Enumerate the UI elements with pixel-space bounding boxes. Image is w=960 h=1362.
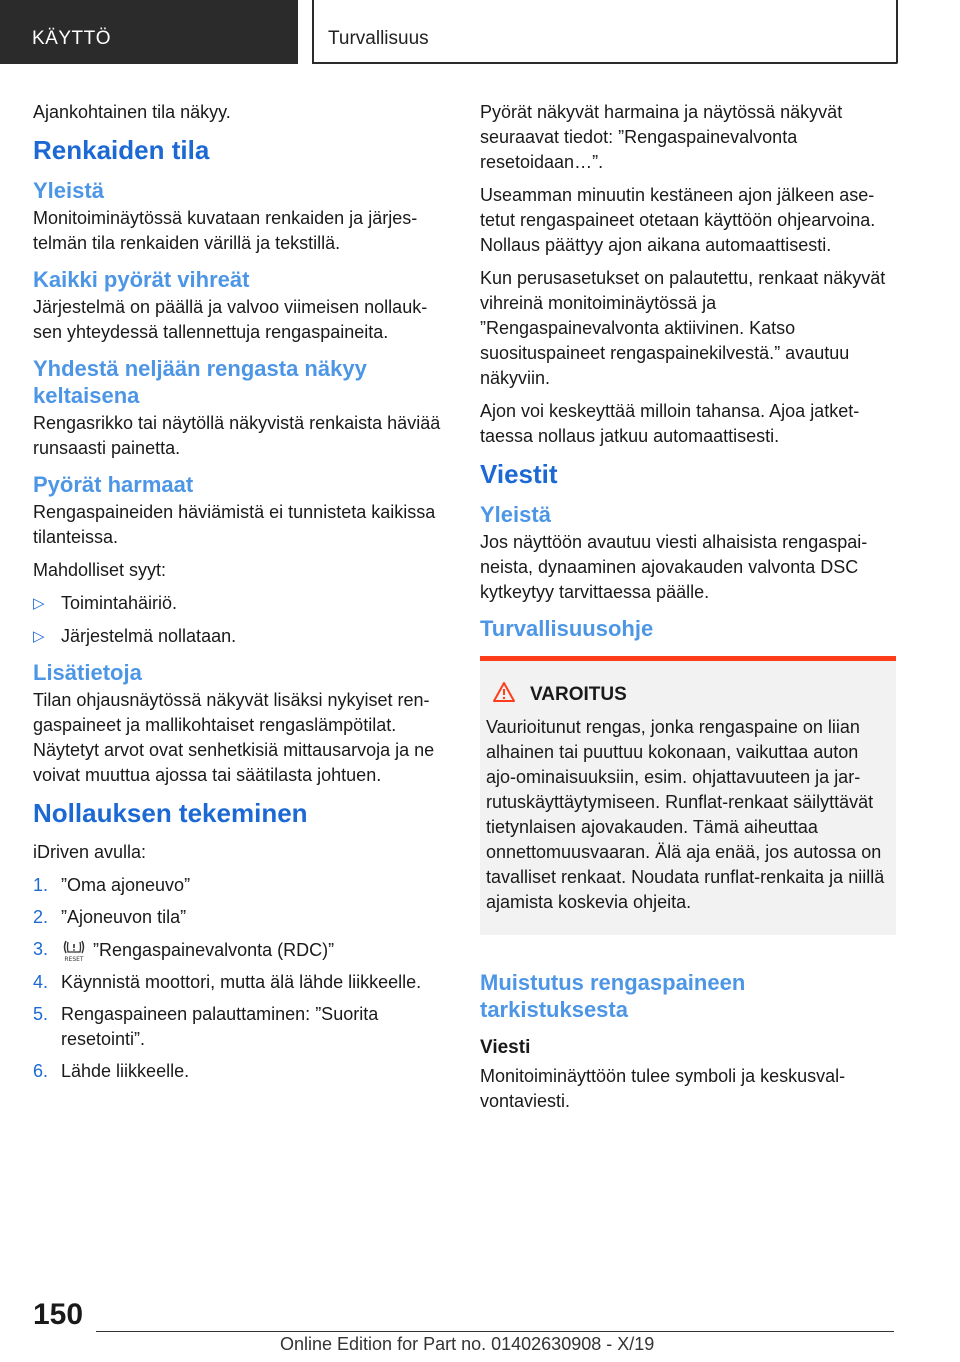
paragraph-idrive: iDriven avulla:	[33, 842, 147, 862]
step-text: Käynnistä moottori, mutta älä lähde liikkeelle.	[61, 972, 422, 992]
left-column	[33, 100, 448, 1091]
step-item	[33, 1002, 448, 1052]
paragraph-grey: Rengaspaineiden häviämistä ei tunnisteta kaikissa tilanteissa.	[33, 502, 436, 547]
header-section-label: KÄYTTÖ	[32, 28, 112, 49]
paragraph-reminder: Monitoiminäyttöön tulee symboli ja keskusvalvontaviesti.	[480, 1066, 846, 1111]
paragraph-all-green: Järjestelmä on päällä ja valvoo viimeisen nollauksen yhteydessä tallennettuja rengaspaineita.	[33, 297, 428, 342]
step-number: 6.	[33, 1061, 49, 1081]
heading-more-info: Lisätietoja	[33, 660, 142, 685]
right-column	[480, 100, 896, 1122]
footer-divider	[96, 1331, 894, 1332]
step-text: ”Ajoneuvon tila”	[61, 907, 187, 927]
step-text: Rengaspaineen palauttaminen: ”Suorita resetointi”.	[61, 1004, 379, 1049]
causes-list	[33, 591, 448, 649]
step-text: Lähde liikkeelle.	[61, 1061, 190, 1081]
step-item	[33, 970, 448, 995]
step-number: 3.	[33, 939, 49, 959]
list-item	[33, 591, 448, 616]
paragraph-reference-values: Useamman minuutin kestäneen ajon jälkeen asetetut rengaspaineet otetaan käyttöön ohjearvoina. Nollaus päättyy ajon aikana automaattisesti.	[480, 185, 876, 255]
warning-text: Vaurioitunut rengas, jonka rengaspaine on liian alhainen tai puuttuu kokonaan, vaikuttaa auton ajo-ominaisuuksiin, esim. ohjattavuuteen ja jarrutuskäyttäytymiseen. Runflat-renkaat säilyttävät tietynlaisen ajovakauden. Tämä aiheuttaa onnettomuusvaaran. Älä aja enää, jos autossa on tavalliset renkaat. Noudata runflat-renkaita ja niillä ajamista koskevia ohjeita.	[486, 717, 885, 912]
page-number: 150	[33, 1298, 84, 1331]
paragraph-general: Monitoiminäytössä kuvataan renkaiden ja järjestelmän tila renkaiden värillä ja tekstillä.	[33, 208, 418, 253]
step-item	[33, 873, 448, 898]
warning-title-row	[486, 681, 886, 707]
paragraph-more-info: Tilan ohjausnäytössä näkyvät lisäksi nykyiset rengaspaineet ja mallikohtaiset rengaslämpötilat. Näytetyt arvot ovat senhetkisiä mittausarvoja ja ne voivat muuttua ajossa tai säätilasta johtuen.	[33, 690, 435, 785]
paragraph-restored: Kun perusasetukset on palautettu, renkaat näkyvät vihreinä monitoiminäytössä ja ”Rengaspainevalvonta aktiivinen. Katso suosituspaineet rengaspainekilvestä.” avautuu näkyviin.	[480, 268, 886, 388]
step-number: 5.	[33, 1004, 49, 1024]
heading-general-messages: Yleistä	[480, 502, 551, 527]
heading-safety: Turvallisuusohje	[480, 616, 654, 641]
paragraph-interrupt: Ajon voi keskeyttää milloin tahansa. Ajoa jatkettaessa nollaus jatkuu automaattisesti.	[480, 401, 860, 446]
svg-text:RESET: RESET	[64, 956, 84, 963]
heading-all-green: Kaikki pyörät vihreät	[33, 267, 250, 292]
step-text: ”Rengaspainevalvonta (RDC)”	[93, 940, 335, 960]
step-text: ”Oma ajoneuvo”	[61, 875, 191, 895]
paragraph-causes: Mahdolliset syyt:	[33, 560, 167, 580]
heading-messages: Viestit	[480, 459, 558, 489]
step-number: 2.	[33, 907, 49, 927]
header-section-tab	[0, 0, 298, 64]
warning-box	[480, 656, 896, 935]
header-chapter-tab	[312, 0, 898, 64]
list-item	[33, 624, 448, 649]
warning-triangle-icon	[492, 681, 516, 703]
paragraph-yellow: Rengasrikko tai näytöllä näkyvistä renkaista häviää runsaasti painetta.	[33, 413, 441, 458]
step-number: 4.	[33, 972, 49, 992]
heading-reset: Nollauksen tekeminen	[33, 798, 308, 828]
tire-pressure-reset-icon	[61, 937, 87, 963]
edition-text: Online Edition for Part no. 01402630908 - X/19	[280, 1334, 655, 1354]
heading-reminder: Muistutus rengaspaineen tarkistuksesta	[480, 970, 746, 1022]
heading-general: Yleistä	[33, 178, 104, 203]
step-item	[33, 1059, 448, 1084]
triangle-bullet-icon: ▷	[33, 628, 45, 645]
intro-text: Ajankohtainen tila näkyy.	[33, 102, 231, 122]
heading-grey: Pyörät harmaat	[33, 472, 194, 497]
list-item-text: Järjestelmä nollataan.	[61, 626, 237, 646]
paragraph-grey-display: Pyörät näkyvät harmaina ja näytössä näkyvät seuraavat tiedot: ”Rengaspainevalvonta resetoidaan…”.	[480, 102, 843, 172]
step-item	[33, 937, 448, 963]
heading-message: Viesti	[480, 1037, 531, 1058]
triangle-bullet-icon: ▷	[33, 595, 45, 612]
paragraph-messages: Jos näyttöön avautuu viesti alhaisista rengaspaineista, dynaaminen ajovakauden valvonta DSC kytkeytyy tarvittaessa päälle.	[480, 532, 868, 602]
header-chapter-label: Turvallisuus	[328, 28, 429, 49]
step-item	[33, 905, 448, 930]
step-number: 1.	[33, 875, 49, 895]
warning-title: VAROITUS	[530, 684, 627, 705]
heading-tire-status: Renkaiden tila	[33, 135, 210, 165]
heading-yellow: Yhdestä neljään rengasta näkyy keltaisena	[33, 356, 367, 408]
reset-steps	[33, 873, 448, 1084]
list-item-text: Toimintahäiriö.	[61, 593, 178, 613]
